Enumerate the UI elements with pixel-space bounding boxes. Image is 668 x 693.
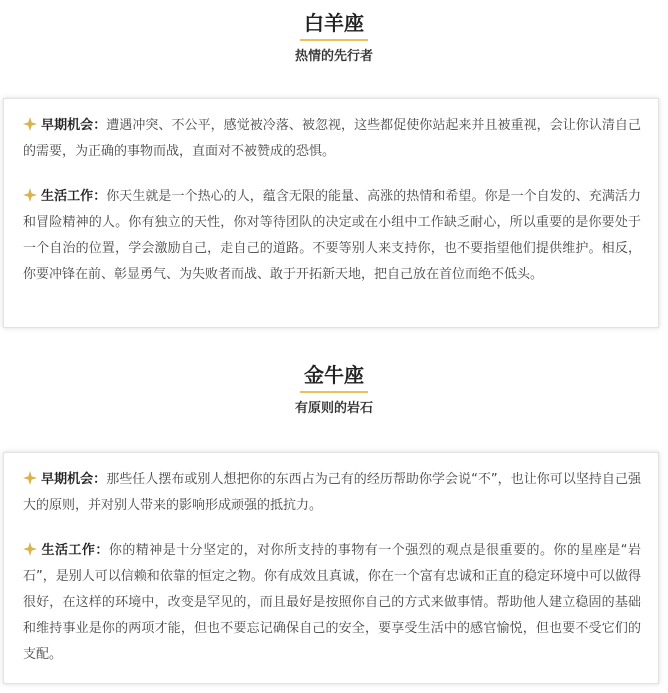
paragraph-text: 你的精神是十分坚定的，对你所支持的事物有一个强烈的观点是很重要的。你的星座是“岩石”，是别人可以信赖和依靠的恒定之物。你有成效且真诚，你在一个富有忠诚和正直的稳定环境中可以做得很好，在这样的环境中，改变是罕见的，而且最好是按照你自己的方式来做事情。帮助他人建立稳固的基础和维持事业是你的两项才能，但也不要忘记确保自己的安全，要享受生活中的感官愉悦，但也要不受它们的支配。 bbox=[23, 543, 641, 662]
sign-title: 白羊座 bbox=[300, 10, 368, 41]
paragraph-text: 你天生就是一个热心的人，蕴含无限的能量、高涨的热情和希望。你是一个自发的、充满活力和冒险精神的人。你有独立的天性，你对等待团队的决定或在小组中工作缺乏耐心，所以重要的是你要处于一个自治的位置，学会激励自己，走自己的道路。不要等别人来支持你，也不要指望他们提供维护。相反，你要冲锋在前、彰显勇气、为失败者而战、敢于开拓新天地，把自己放在首位而绝不低头。 bbox=[23, 189, 641, 282]
life-work-paragraph bbox=[23, 538, 641, 668]
sign-subtitle: 有原则的岩石 bbox=[294, 401, 373, 416]
early-opportunity-paragraph bbox=[23, 113, 641, 165]
four-point-star-icon bbox=[23, 542, 37, 556]
paragraph-label: 早期机会： bbox=[41, 118, 107, 133]
life-work-paragraph bbox=[23, 184, 641, 288]
section-header-taurus bbox=[0, 362, 668, 417]
paragraph-text: 那些任人摆布或别人想把你的东西占为己有的经历帮助你学会说“不”，也让你可以坚持自己强大的原则，并对别人带来的影响形成顽强的抵抗力。 bbox=[23, 472, 641, 513]
paragraph-label: 生活工作： bbox=[41, 189, 107, 204]
paragraph-label: 早期机会： bbox=[41, 472, 107, 487]
sign-title: 金牛座 bbox=[300, 362, 368, 393]
early-opportunity-paragraph bbox=[23, 467, 641, 519]
four-point-star-icon bbox=[23, 188, 37, 202]
four-point-star-icon bbox=[23, 117, 37, 131]
four-point-star-icon bbox=[23, 471, 37, 485]
paragraph-text: 遭遇冲突、不公平，感觉被冷落、被忽视，这些都促使你站起来并且被重视，会让你认清自己的需要，为正确的事物而战，直面对不被赞成的恐惧。 bbox=[23, 118, 641, 159]
section-header-aries bbox=[0, 10, 668, 65]
sign-subtitle: 热情的先行者 bbox=[294, 49, 373, 64]
taurus-content-card bbox=[3, 452, 659, 684]
paragraph-label: 生活工作： bbox=[41, 543, 109, 558]
aries-content-card bbox=[3, 98, 659, 328]
